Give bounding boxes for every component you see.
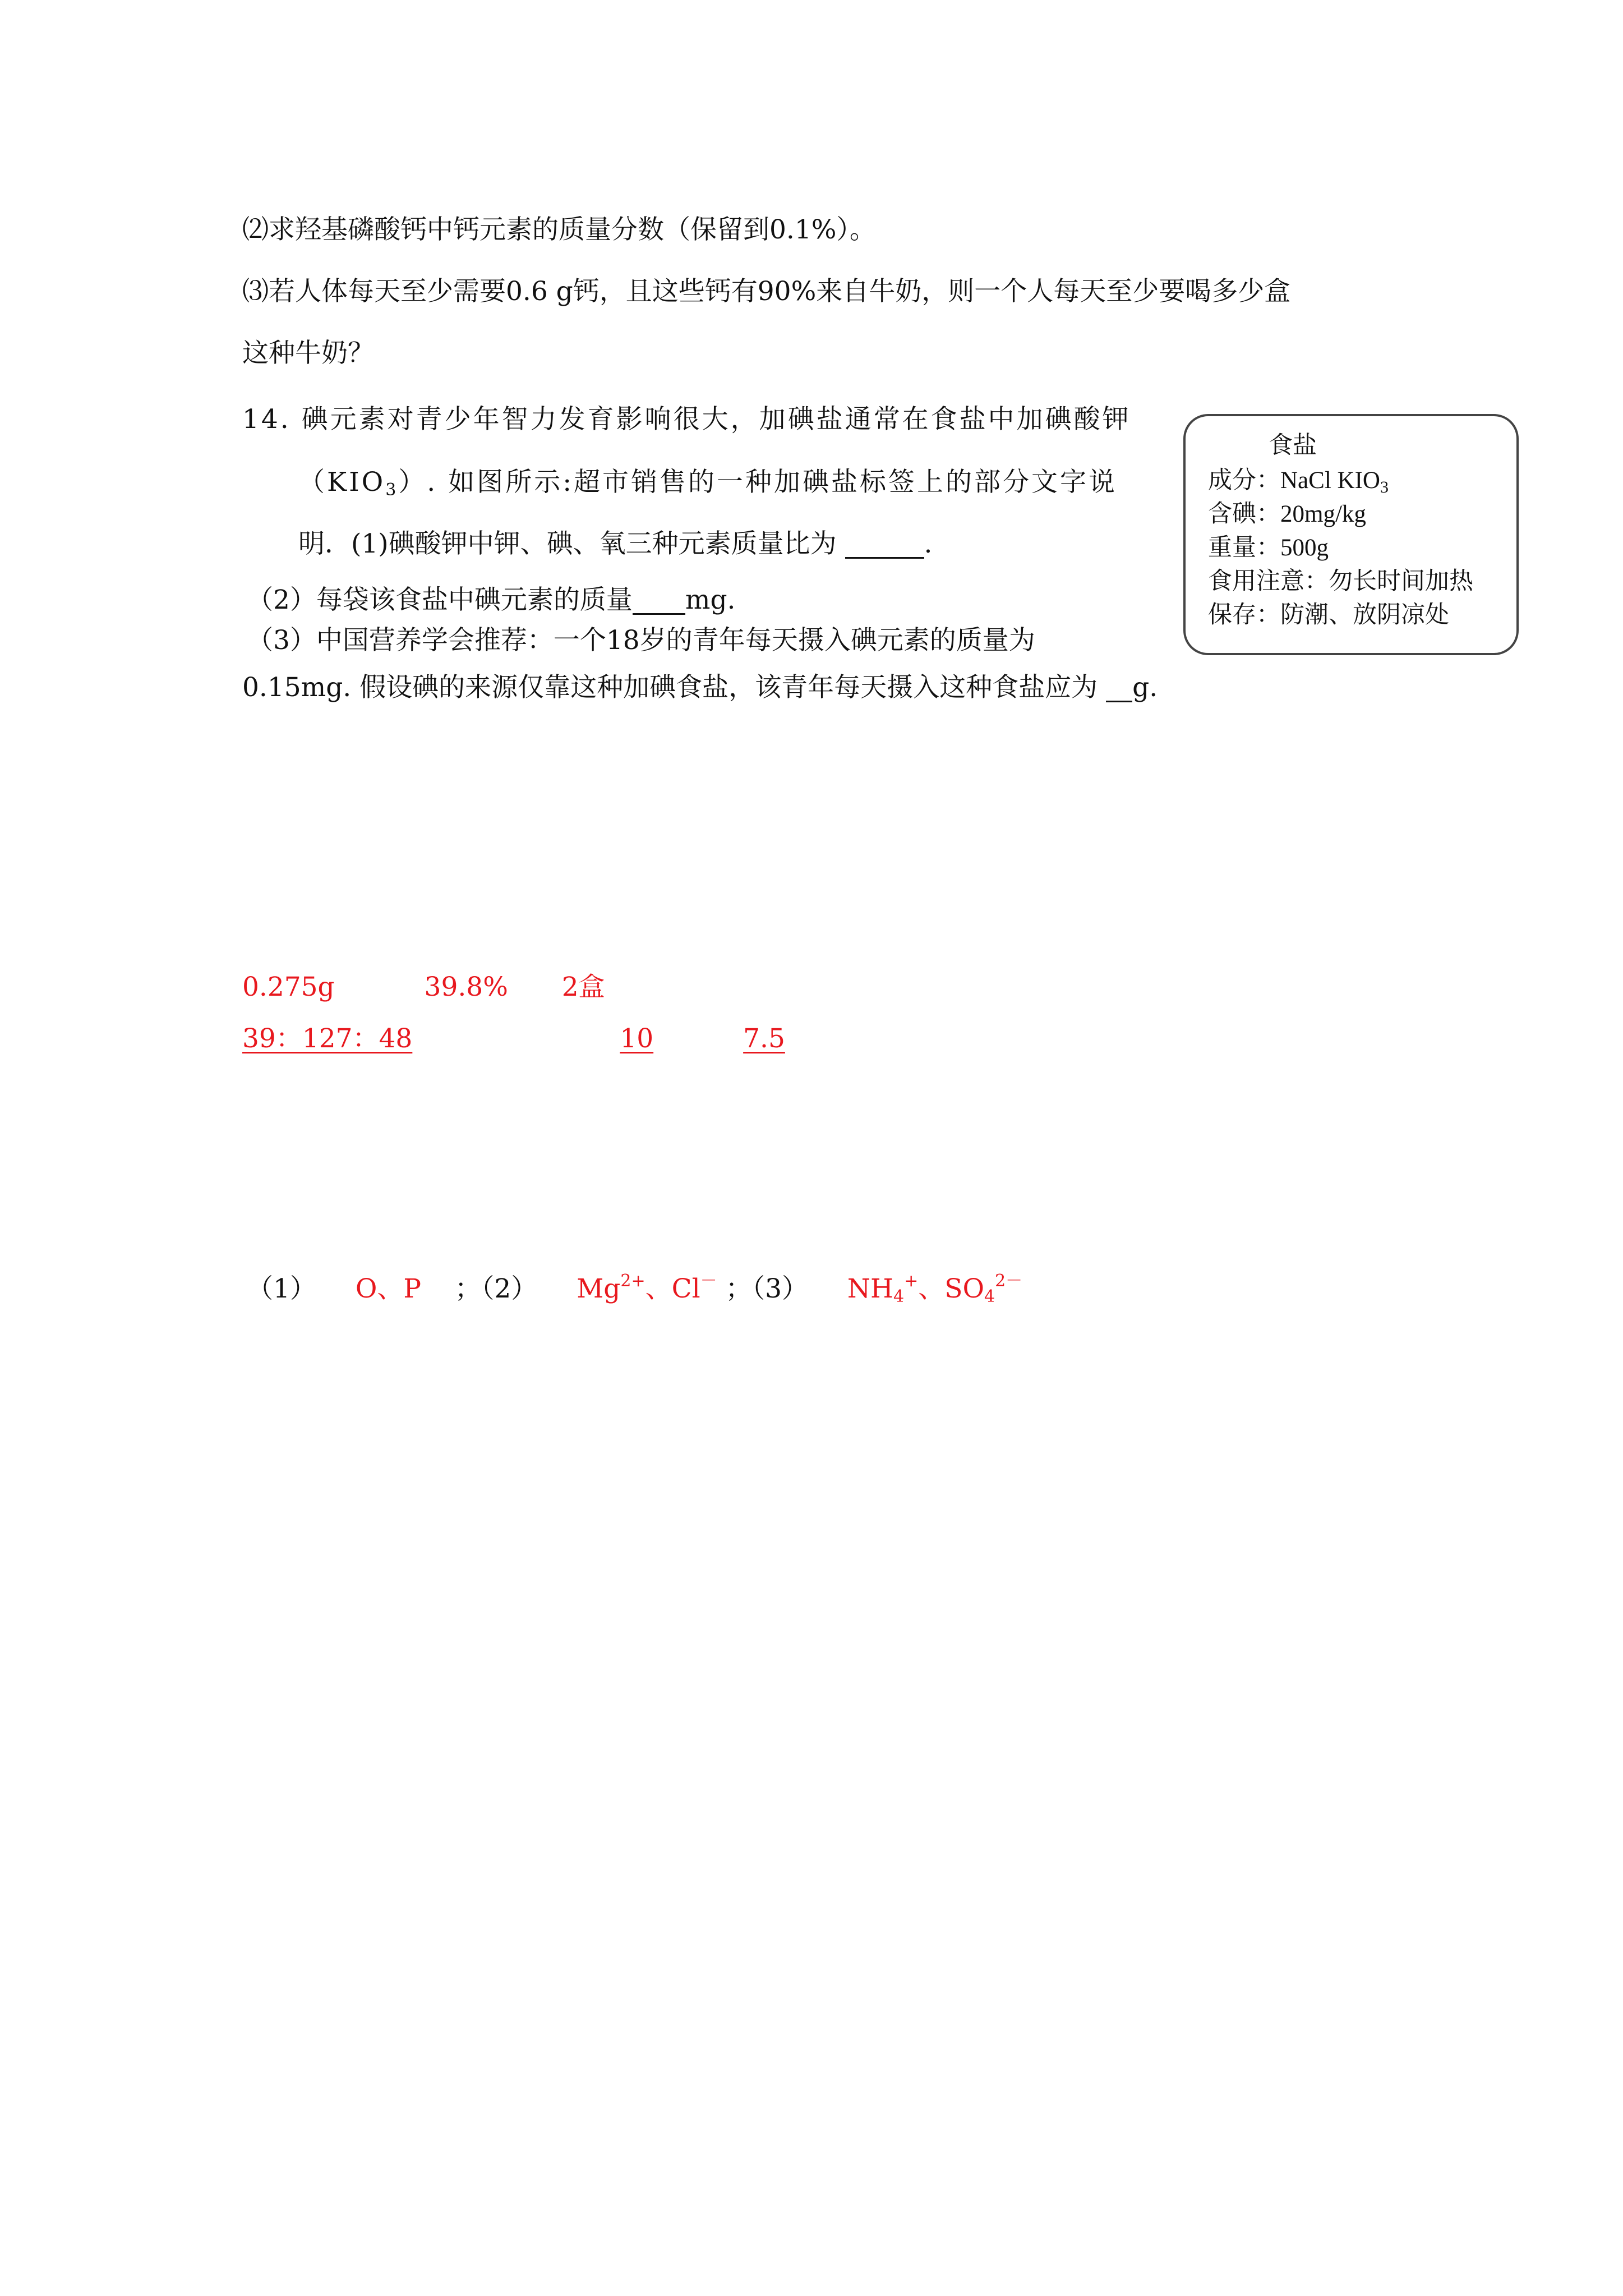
salt-label-title: 食盐 — [1269, 431, 1317, 459]
q13-part2: ⑵求羟基磷酸钙中钙元素的质量分数（保留到0.1%）。 — [242, 214, 876, 245]
answer-ratio: 39：127：48 10 7.5 — [242, 1023, 785, 1054]
salt-label-note: 食用注意：勿长时间加热 — [1208, 567, 1473, 595]
answer-line-2 — [242, 1022, 785, 1056]
answer-blank[interactable] — [633, 587, 685, 615]
q14-line5: （3）中国营养学会推荐：一个18岁的青年每天摄入碘元素的质量为 — [247, 625, 1035, 656]
salt-label-weight: 重量：500g — [1208, 533, 1329, 562]
answer-blank[interactable] — [845, 531, 924, 559]
q14-line1: 14. 碘元素对青少年智力发育影响很大，加碘盐通常在食盐中加碘酸钾 — [242, 404, 1131, 435]
salt-label-box — [1183, 414, 1519, 655]
q14-line3: 明．(1)碘酸钾中钾、碘、氧三种元素质量比为 . — [298, 528, 933, 559]
salt-label-iodine: 含碘：20mg/kg — [1208, 500, 1366, 528]
q14-line6: 0.15mg. 假设碘的来源仅靠这种加碘食盐，该青年每天摄入这种食盐应为 g. — [242, 672, 1158, 703]
answer-line-3: （1） O、P ；（2） $Mg^{2+}$、Cl－ ；（3） $NH_4^+$、$SO_4^{2-}$ — [247, 1271, 1023, 1306]
q14-line4: （2）每袋该食盐中碘元素的质量 mg. — [247, 585, 736, 615]
q13-part3-line1: ⑶若人体每天至少需要0.6 g钙，且这些钙有90%来自牛奶，则一个人每天至少要喝多少盒 — [242, 276, 1291, 307]
q14-line2: $(KIO_3)$. 如图所示:超市销售的一种加碘盐标签上的部分文字说 — [298, 467, 1118, 500]
answer-line-1: 0.275g 39.8% 2盒 — [242, 972, 605, 1002]
answer-blank[interactable] — [1106, 675, 1132, 702]
q13-part3-line2: 这种牛奶？ — [242, 338, 374, 369]
salt-label-storage: 保存：防潮、放阴凉处 — [1208, 601, 1449, 629]
salt-label-ingredients: 成分：NaCl $KIO_3$ — [1208, 466, 1389, 496]
